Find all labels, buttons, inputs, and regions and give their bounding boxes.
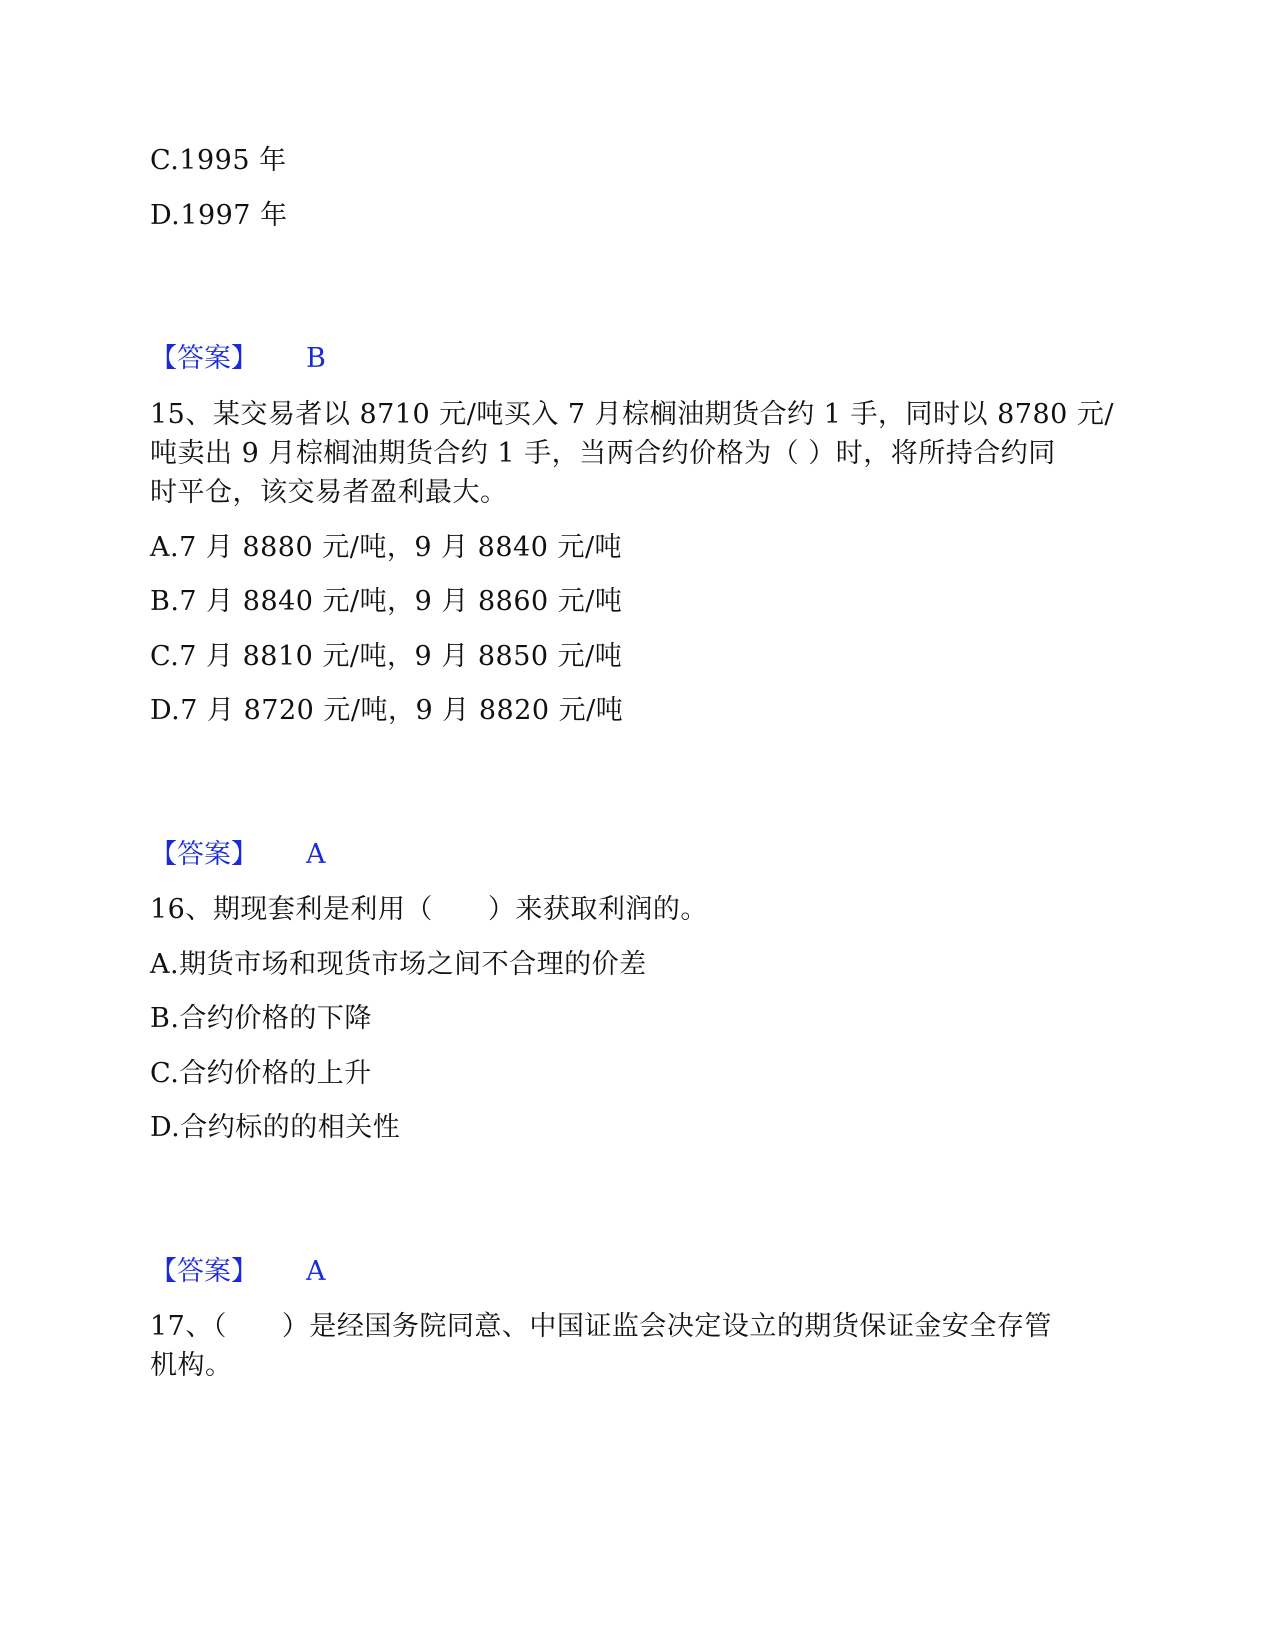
answer-15 <box>150 835 326 875</box>
q16-option-d: D.合约标的的相关性 <box>150 1112 401 1143</box>
answer-14 <box>150 339 326 379</box>
q15-option-d: D.7 月 8720 元/吨，9 月 8820 元/吨 <box>150 695 624 726</box>
answer-value: A <box>306 839 326 870</box>
answer-value: A <box>306 1256 326 1287</box>
q16-option-a: A.期货市场和现货市场之间不合理的价差 <box>150 949 647 980</box>
q15-stem-line-1: 15、某交易者以 8710 元/吨买入 7 月棕榈油期货合约 1 手，同时以 8780 元/ <box>150 399 1114 430</box>
answer-label: 【答案】 <box>150 839 258 870</box>
answer-label: 【答案】 <box>150 343 258 374</box>
q15-option-c: C.7 月 8810 元/吨，9 月 8850 元/吨 <box>150 641 623 672</box>
q17-stem-line-1: 17、（ ）是经国务院同意、中国证监会决定设立的期货保证金安全存管 <box>150 1311 1052 1342</box>
q15-stem-line-3: 时平仓，该交易者盈利最大。 <box>150 477 508 508</box>
q14-option-c: C.1995 年 <box>150 145 287 176</box>
q15-stem-line-2: 吨卖出 9 月棕榈油期货合约 1 手，当两合约价格为（ ）时，将所持合约同 <box>150 438 1056 469</box>
answer-label: 【答案】 <box>150 1256 258 1287</box>
q16-option-b: B.合约价格的下降 <box>150 1003 372 1034</box>
q15-option-b: B.7 月 8840 元/吨，9 月 8860 元/吨 <box>150 586 623 617</box>
answer-value: B <box>306 343 326 374</box>
answer-16 <box>150 1252 326 1292</box>
q14-option-d: D.1997 年 <box>150 200 288 231</box>
q17-stem-line-2: 机构。 <box>150 1350 233 1381</box>
q15-option-a: A.7 月 8880 元/吨，9 月 8840 元/吨 <box>150 532 623 563</box>
q16-option-c: C.合约价格的上升 <box>150 1058 372 1089</box>
q16-stem: 16、期现套利是利用（ ）来获取利润的。 <box>150 894 708 925</box>
